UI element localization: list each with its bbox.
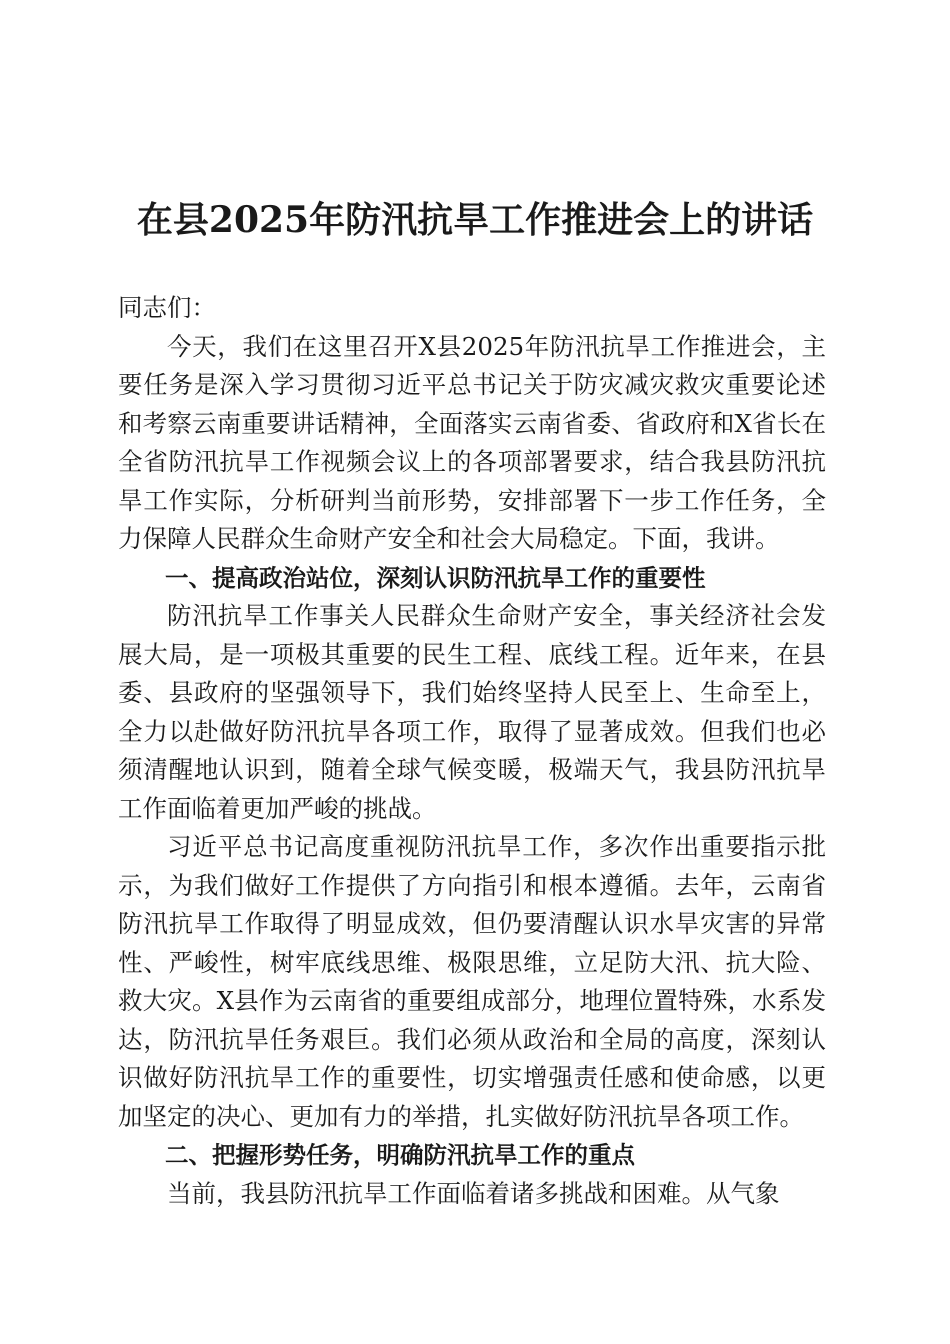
paragraph-importance: 防汛抗旱工作事关人民群众生命财产安全，事关经济社会发展大局，是一项极其重要的民生工程、底线工程。近年来，在县委、县政府的坚强领导下，我们始终坚持人民至上、生命至上，全力以赴做好防汛抗旱各项工作，取得了显著成效。但我们也必须清醒地认识到，随着全球气候变暖，极端天气，我县防汛抗旱工作面临着更加严峻的挑战。 [118, 601, 826, 823]
section-heading-1: 一、提高政治站位，深刻认识防汛抗旱工作的重要性 [165, 563, 706, 592]
paragraph-guidance: 习近平总书记高度重视防汛抗旱工作，多次作出重要指示批示，为我们做好工作提供了方向指引和根本遵循。去年，云南省防汛抗旱工作取得了明显成效，但仍要清醒认识水旱灾害的异常性、严峻性，树牢底线思维、极限思维，立足防大汛、抗大险、救大灾。X县作为云南省的重要组成部分，地理位置特殊，水系发达，防汛抗旱任务艰巨。我们必须从政治和全局的高度，深刻认识做好防汛抗旱工作的重要性，切实增强责任感和使命感，以更加坚定的决心、更加有力的举措，扎实做好防汛抗旱各项工作。 [118, 832, 826, 1131]
document-body [118, 289, 826, 1213]
document-title: 在县2025年防汛抗旱工作推进会上的讲话 [136, 199, 814, 241]
paragraph-situation: 当前，我县防汛抗旱工作面临着诸多挑战和困难。从气象 [167, 1178, 780, 1208]
paragraph-intro: 今天，我们在这里召开X县2025年防汛抗旱工作推进会，主要任务是深入学习贯彻习近平总书记关于防灾减灾救灾重要论述和考察云南重要讲话精神，全面落实云南省委、省政府和X省长在全省防汛抗旱工作视频会议上的各项部署要求，结合我县防汛抗旱工作实际，分析研判当前形势，安排部署下一步工作任务，全力保障人民群众生命财产安全和社会大局稳定。下面，我讲。 [118, 331, 826, 553]
section-heading-2: 二、把握形势任务，明确防汛抗旱工作的重点 [165, 1141, 635, 1169]
salutation: 同志们： [118, 293, 216, 322]
